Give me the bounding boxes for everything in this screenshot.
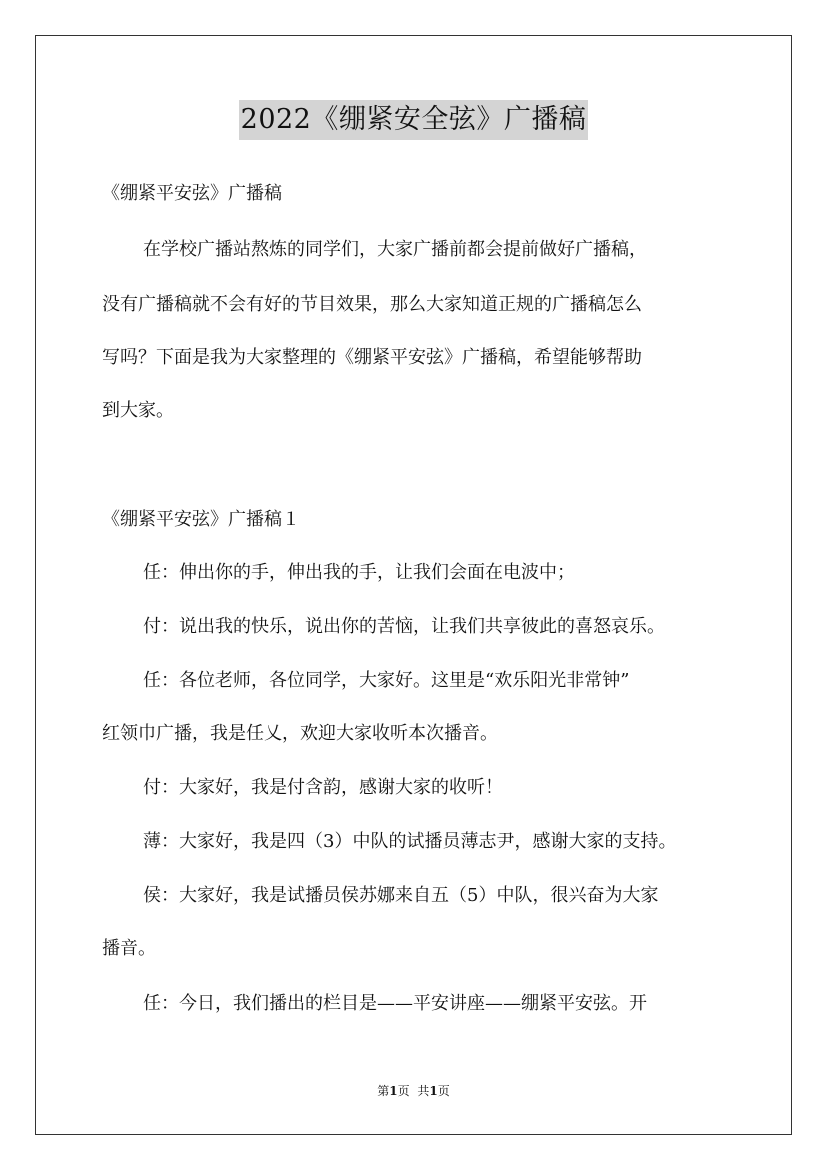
- paragraph-line: 没有广播稿就不会有好的节目效果，那么大家知道正规的广播稿怎么: [102, 294, 642, 315]
- footer-page-prefix: 第: [377, 1084, 390, 1098]
- paragraph-line: 付：大家好，我是付含韵，感谢大家的收听！: [143, 777, 503, 798]
- section-heading: 《绷紧平安弦》广播稿: [102, 183, 282, 204]
- title-container: [0, 100, 827, 140]
- paragraph-line: 红领巾广播，我是任乂，欢迎大家收听本次播音。: [102, 723, 498, 744]
- paragraph-line: 任：今日，我们播出的栏目是——平安讲座——绷紧平安弦。开: [143, 993, 647, 1014]
- footer-total-suffix: 页: [437, 1084, 450, 1098]
- paragraph-line: 任：各位老师，各位同学，大家好。这里是“欢乐阳光非常钟”: [143, 670, 630, 691]
- footer-total-prefix: 共: [417, 1084, 430, 1098]
- document-title: 2022《绷紧安全弦》广播稿: [239, 100, 589, 140]
- section-heading: 《绷紧平安弦》广播稿１: [102, 509, 300, 530]
- paragraph-line: 在学校广播站熬炼的同学们，大家广播前都会提前做好广播稿，: [143, 239, 647, 260]
- paragraph-line: 付：说出我的快乐，说出你的苦恼，让我们共享彼此的喜怒哀乐。: [143, 616, 665, 637]
- footer-total-number: 1: [429, 1084, 438, 1098]
- paragraph-line: 到大家。: [102, 400, 174, 421]
- page-footer: [0, 1083, 827, 1099]
- footer-page-suffix: 页: [397, 1084, 410, 1098]
- paragraph-line: 写吗？下面是我为大家整理的《绷紧平安弦》广播稿，希望能够帮助: [102, 347, 642, 368]
- paragraph-line: 薄：大家好，我是四（3）中队的试播员薄志尹，感谢大家的支持。: [143, 831, 677, 852]
- paragraph-line: 任：伸出你的手，伸出我的手，让我们会面在电波中；: [143, 562, 575, 583]
- paragraph-line: 侯：大家好，我是试播员侯苏娜来自五（5）中队，很兴奋为大家: [143, 885, 659, 906]
- paragraph-line: 播音。: [102, 938, 156, 959]
- footer-page-number: 1: [389, 1084, 398, 1098]
